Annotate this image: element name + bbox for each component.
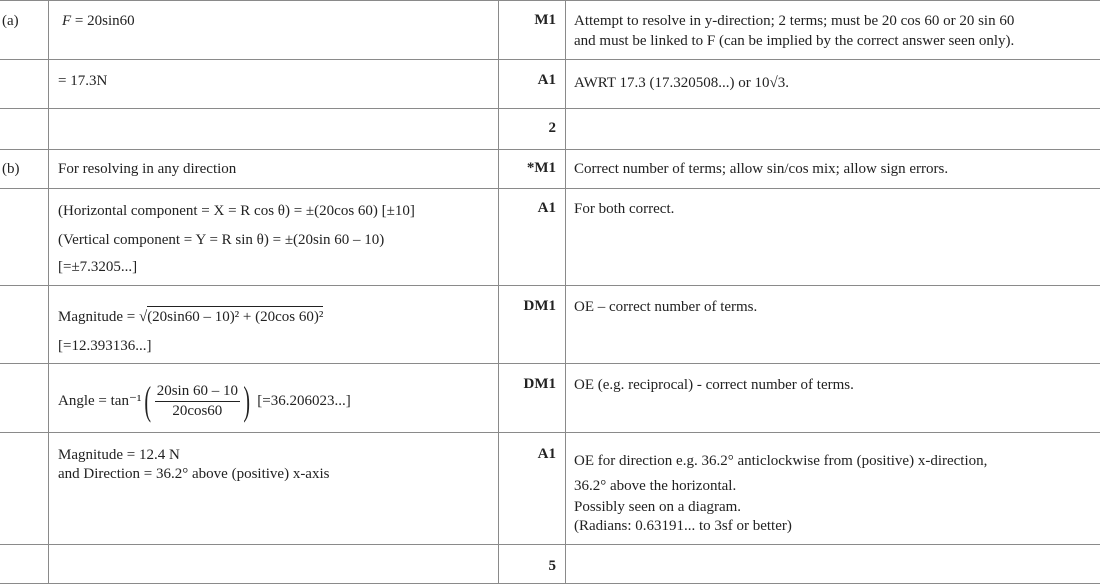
column-divider (48, 0, 49, 584)
working-line: [=±7.3205...] (58, 259, 138, 275)
guidance-note: AWRT 17.3 (17.320508...) or 10√3. (574, 75, 790, 91)
row-divider (0, 0, 1100, 1)
guidance-note-line: (Radians: 0.63191... to 3sf or better) (574, 518, 792, 534)
part-label: (b) (2, 161, 20, 177)
part-total: 5 (548, 558, 556, 574)
right-paren: ) (243, 378, 250, 423)
guidance-note-line: OE for direction e.g. 36.2° anticlockwise from (positive) x-direction, (574, 453, 988, 469)
guidance-note-line: and must be linked to F (can be implied by the correct answer seen only). (574, 33, 1015, 49)
row-divider (0, 544, 1100, 545)
working-answer: = 17.3N (58, 73, 108, 89)
equation-force (62, 12, 135, 31)
fraction-denominator: 20cos60 (172, 402, 223, 419)
row-divider (0, 188, 1100, 189)
row-divider (0, 108, 1100, 109)
left-paren: ( (144, 378, 152, 423)
guidance-note-line: 36.2° above the horizontal. (574, 478, 737, 494)
column-divider (565, 0, 566, 584)
row-divider (0, 363, 1100, 364)
part-label: (a) (2, 13, 19, 29)
magnitude-label: Magnitude = (58, 309, 139, 325)
guidance-note: For both correct. (574, 201, 675, 217)
part-total: 2 (548, 120, 556, 136)
sqrt-expression: (20sin60 – 10)² + (20cos 60)² (147, 306, 323, 327)
mark-code: M1 (534, 12, 556, 28)
mark-code: A1 (537, 72, 556, 88)
equation-rhs: = 20sin60 (71, 13, 135, 29)
magnitude-value: [=12.393136...] (58, 338, 152, 354)
angle-label: Angle = tan⁻¹ (58, 392, 142, 409)
final-answer-line: and Direction = 36.2° above (positive) x-axis (58, 466, 330, 482)
mark-code: DM1 (523, 376, 556, 392)
mark-code: *M1 (526, 160, 556, 176)
working-line: (Vertical component = Y = R sin θ) = ±(20sin 60 – 10) (58, 232, 385, 248)
mark-code: A1 (537, 446, 556, 462)
angle-value: [=36.206023...] (257, 392, 351, 409)
guidance-note: Correct number of terms; allow sin/cos mix; allow sign errors. (574, 161, 949, 177)
fraction-numerator: 20sin 60 – 10 (155, 382, 240, 402)
final-answer-line: Magnitude = 12.4 N (58, 447, 180, 463)
mark-code: A1 (537, 200, 556, 216)
guidance-note: OE – correct number of terms. (574, 299, 758, 315)
working-step: For resolving in any direction (58, 161, 237, 177)
mark-code: DM1 (523, 298, 556, 314)
row-divider (0, 432, 1100, 433)
row-divider (0, 149, 1100, 150)
guidance-note-line: Attempt to resolve in y-direction; 2 terms; must be 20 cos 60 or 20 sin 60 (574, 13, 1015, 29)
guidance-note-line: Possibly seen on a diagram. (574, 499, 742, 515)
magnitude-formula (58, 306, 323, 327)
guidance-note: OE (e.g. reciprocal) - correct number of terms. (574, 377, 854, 393)
force-symbol: F (62, 13, 72, 29)
row-divider (0, 59, 1100, 60)
angle-formula (58, 378, 351, 424)
angle-fraction (155, 382, 240, 421)
working-line: (Horizontal component = X = R cos θ) = ±(20cos 60) [±10] (58, 203, 415, 219)
sqrt-symbol: √ (138, 309, 148, 325)
row-divider (0, 285, 1100, 286)
